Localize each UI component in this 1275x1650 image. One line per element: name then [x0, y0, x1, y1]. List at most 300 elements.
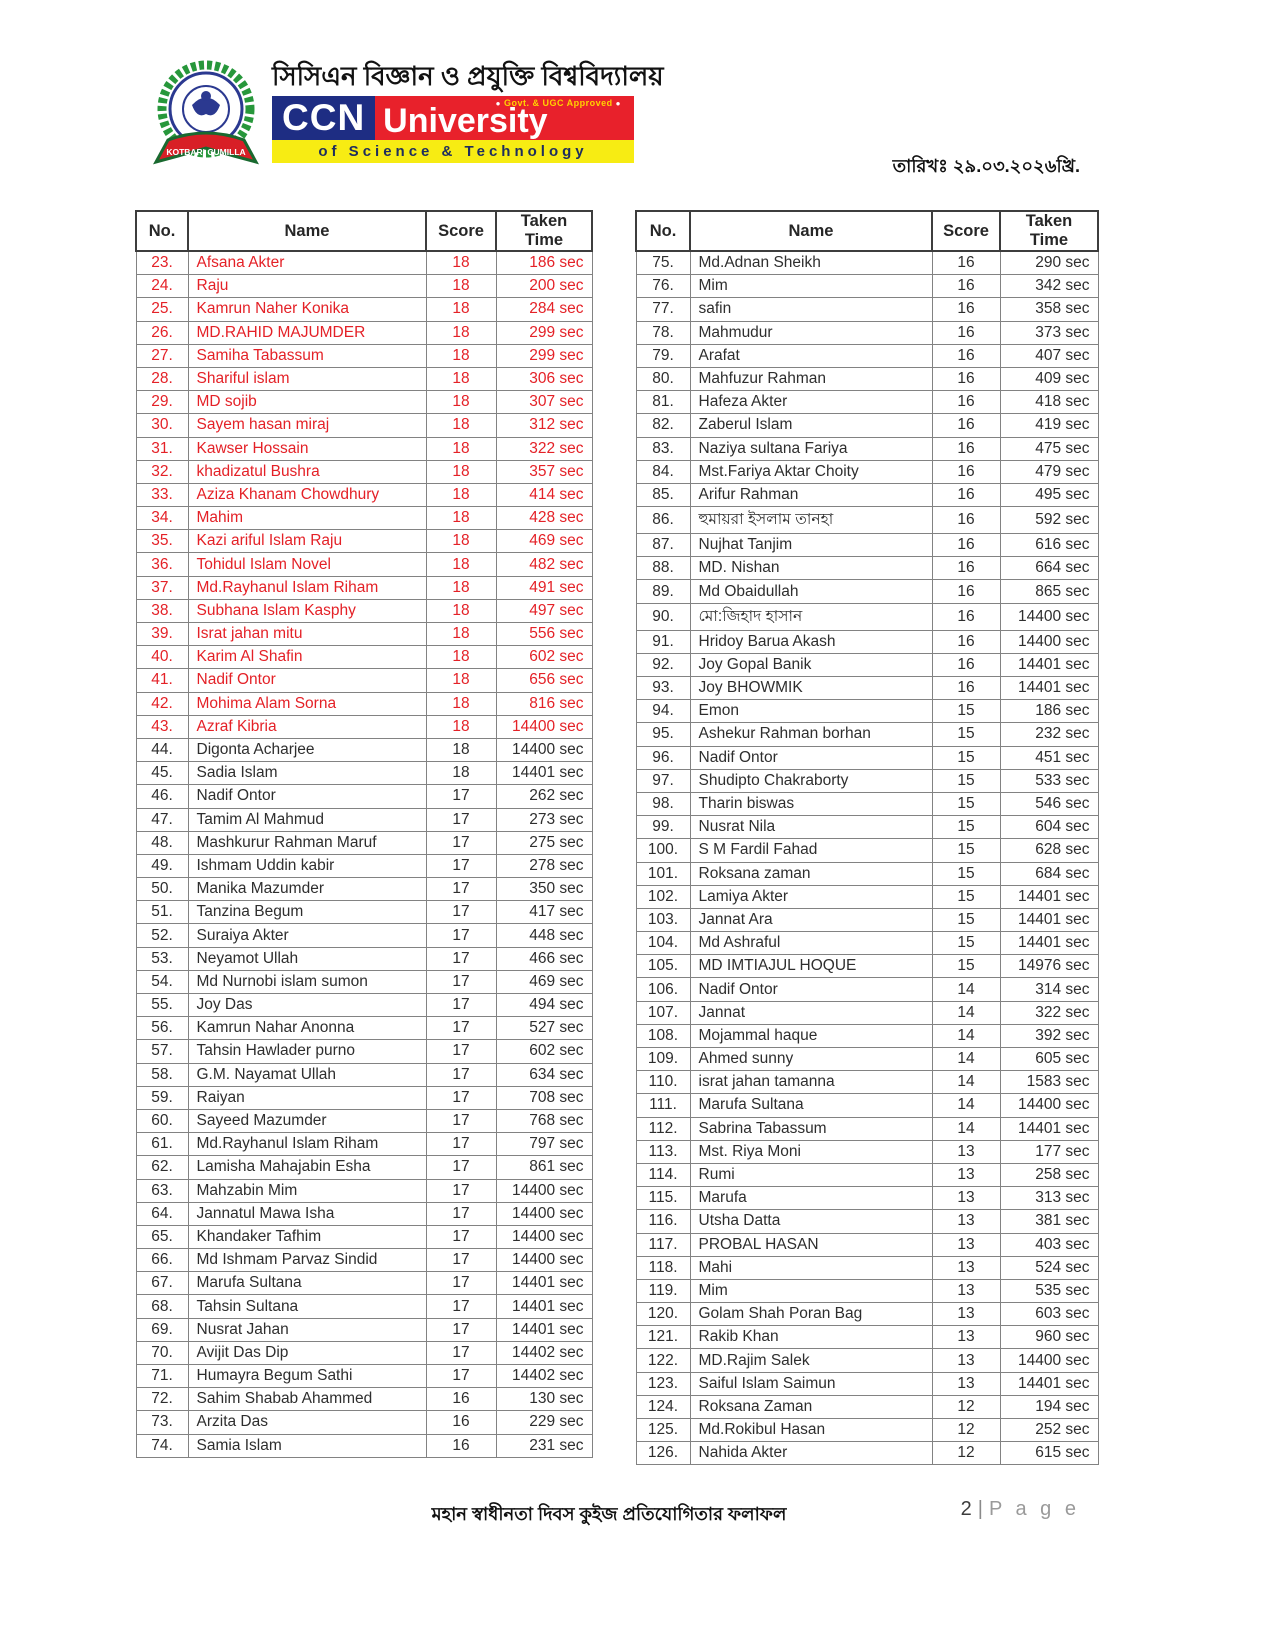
cell-score: 13	[932, 1210, 1000, 1233]
cell-score: 18	[426, 599, 496, 622]
cell-score: 12	[932, 1395, 1000, 1418]
cell-no: 62.	[136, 1156, 188, 1179]
column-header-score: Score	[932, 211, 1000, 251]
cell-score: 17	[426, 1156, 496, 1179]
table-row	[136, 1434, 592, 1457]
cell-time: 603 sec	[1000, 1303, 1098, 1326]
cell-score: 16	[426, 1434, 496, 1457]
cell-time: 451 sec	[1000, 746, 1098, 769]
cell-no: 45.	[136, 762, 188, 785]
cell-time: 482 sec	[496, 553, 592, 576]
cell-time: 414 sec	[496, 483, 592, 506]
cell-name: israt jahan tamanna	[690, 1071, 932, 1094]
cell-score: 16	[932, 580, 1000, 603]
cell-no: 58.	[136, 1063, 188, 1086]
cell-time: 186 sec	[496, 251, 592, 275]
cell-no: 46.	[136, 785, 188, 808]
table-row	[636, 792, 1098, 815]
cell-no: 29.	[136, 391, 188, 414]
cell-time: 299 sec	[496, 344, 592, 367]
cell-name: G.M. Nayamat Ullah	[188, 1063, 426, 1086]
column-header-no: No.	[636, 211, 690, 251]
cell-no: 47.	[136, 808, 188, 831]
cell-time: 262 sec	[496, 785, 592, 808]
cell-name: Arafat	[690, 344, 932, 367]
cell-score: 16	[932, 367, 1000, 390]
cell-score: 13	[932, 1233, 1000, 1256]
cell-time: 130 sec	[496, 1388, 592, 1411]
cell-no: 126.	[636, 1442, 690, 1465]
cell-score: 13	[932, 1140, 1000, 1163]
cell-name: Ishmam Uddin kabir	[188, 854, 426, 877]
cell-name: Nujhat Tanjim	[690, 534, 932, 557]
cell-time: 392 sec	[1000, 1024, 1098, 1047]
table-row	[636, 580, 1098, 603]
column-header-taken-time: Taken Time	[1000, 211, 1098, 251]
cell-time: 284 sec	[496, 298, 592, 321]
cell-name: Marufa Sultana	[188, 1272, 426, 1295]
cell-score: 12	[932, 1419, 1000, 1442]
cell-no: 63.	[136, 1179, 188, 1202]
cell-name: PROBAL HASAN	[690, 1233, 932, 1256]
cell-score: 16	[932, 557, 1000, 580]
cell-no: 117.	[636, 1233, 690, 1256]
table-row	[636, 275, 1098, 298]
cell-name: Emon	[690, 700, 932, 723]
cell-no: 123.	[636, 1372, 690, 1395]
table-row	[136, 599, 592, 622]
cell-time: 448 sec	[496, 924, 592, 947]
cell-score: 18	[426, 692, 496, 715]
cell-time: 14401 sec	[1000, 932, 1098, 955]
cell-time: 299 sec	[496, 321, 592, 344]
cell-score: 13	[932, 1163, 1000, 1186]
cell-score: 16	[932, 483, 1000, 506]
cell-score: 18	[426, 530, 496, 553]
cell-time: 656 sec	[496, 669, 592, 692]
cell-no: 88.	[636, 557, 690, 580]
cell-no: 96.	[636, 746, 690, 769]
cell-name: Nadif Ontor	[188, 669, 426, 692]
cell-name: Nahida Akter	[690, 1442, 932, 1465]
cell-score: 16	[932, 251, 1000, 275]
table-row	[136, 715, 592, 738]
cell-name: Mahim	[188, 507, 426, 530]
cell-name: Md.Rayhanul Islam Riham	[188, 1133, 426, 1156]
cell-time: 546 sec	[1000, 792, 1098, 815]
cell-no: 87.	[636, 534, 690, 557]
cell-name: Raju	[188, 275, 426, 298]
cell-no: 65.	[136, 1225, 188, 1248]
table-row	[136, 1063, 592, 1086]
cell-no: 97.	[636, 769, 690, 792]
table-row	[636, 816, 1098, 839]
cell-name: Hafeza Akter	[690, 391, 932, 414]
cell-no: 80.	[636, 367, 690, 390]
column-header-name: Name	[690, 211, 932, 251]
cell-score: 16	[932, 437, 1000, 460]
cell-score: 18	[426, 576, 496, 599]
cell-time: 14401 sec	[1000, 908, 1098, 931]
cell-time: 592 sec	[1000, 507, 1098, 534]
cell-score: 17	[426, 854, 496, 877]
cell-name: Rumi	[690, 1163, 932, 1186]
cell-time: 231 sec	[496, 1434, 592, 1457]
cell-time: 409 sec	[1000, 367, 1098, 390]
table-row	[636, 603, 1098, 630]
cell-score: 14	[932, 1071, 1000, 1094]
cell-score: 17	[426, 831, 496, 854]
cell-time: 497 sec	[496, 599, 592, 622]
cell-score: 13	[932, 1187, 1000, 1210]
cell-time: 14401 sec	[1000, 1117, 1098, 1140]
cell-time: 306 sec	[496, 367, 592, 390]
cell-name: Tahsin Hawlader purno	[188, 1040, 426, 1063]
cell-time: 407 sec	[1000, 344, 1098, 367]
cell-time: 602 sec	[496, 1040, 592, 1063]
cell-time: 684 sec	[1000, 862, 1098, 885]
cell-score: 17	[426, 1341, 496, 1364]
cell-time: 797 sec	[496, 1133, 592, 1156]
cell-name: Roksana Zaman	[690, 1395, 932, 1418]
cell-name: Utsha Datta	[690, 1210, 932, 1233]
cell-score: 15	[932, 955, 1000, 978]
table-row	[636, 483, 1098, 506]
cell-no: 31.	[136, 437, 188, 460]
cell-name: Sahim Shabab Ahammed	[188, 1388, 426, 1411]
cell-score: 16	[932, 414, 1000, 437]
table-row	[136, 1017, 592, 1040]
cell-name: MD. Nishan	[690, 557, 932, 580]
table-row	[136, 854, 592, 877]
cell-time: 616 sec	[1000, 534, 1098, 557]
cell-time: 14400 sec	[496, 1179, 592, 1202]
cell-score: 15	[932, 862, 1000, 885]
cell-no: 108.	[636, 1024, 690, 1047]
cell-time: 615 sec	[1000, 1442, 1098, 1465]
cell-time: 307 sec	[496, 391, 592, 414]
cell-no: 74.	[136, 1434, 188, 1457]
table-row	[636, 862, 1098, 885]
cell-no: 24.	[136, 275, 188, 298]
wordmark-university	[375, 96, 634, 140]
cell-name: Jannat Ara	[690, 908, 932, 931]
cell-no: 38.	[136, 599, 188, 622]
document-date: তারিখঃ ২৯.০৩.২০২৬খ্রি.	[892, 156, 1080, 176]
cell-score: 17	[426, 947, 496, 970]
cell-score: 18	[426, 715, 496, 738]
column-header-taken-time: Taken Time	[496, 211, 592, 251]
cell-time: 229 sec	[496, 1411, 592, 1434]
table-row	[136, 1156, 592, 1179]
table-row	[136, 1040, 592, 1063]
table-row	[136, 414, 592, 437]
table-row	[636, 1395, 1098, 1418]
cell-name: Mst.Fariya Aktar Choity	[690, 460, 932, 483]
table-row	[636, 1048, 1098, 1071]
cell-no: 109.	[636, 1048, 690, 1071]
footer-document-title: মহান স্বাধীনতা দিবস কুইজ প্রতিযোগিতার ফলাফল	[431, 1504, 787, 1524]
table-row	[636, 1071, 1098, 1094]
cell-score: 17	[426, 1017, 496, 1040]
table-row	[136, 808, 592, 831]
cell-time: 232 sec	[1000, 723, 1098, 746]
cell-score: 16	[932, 391, 1000, 414]
table-row	[636, 1140, 1098, 1163]
cell-time: 418 sec	[1000, 391, 1098, 414]
cell-name: Kawser Hossain	[188, 437, 426, 460]
cell-name: Md Nurnobi islam sumon	[188, 970, 426, 993]
cell-no: 89.	[636, 580, 690, 603]
cell-name: Mahfuzur Rahman	[690, 367, 932, 390]
cell-no: 94.	[636, 700, 690, 723]
cell-no: 118.	[636, 1256, 690, 1279]
cell-score: 13	[932, 1256, 1000, 1279]
table-row	[136, 1202, 592, 1225]
cell-score: 15	[932, 700, 1000, 723]
table-row	[636, 885, 1098, 908]
table-row	[136, 924, 592, 947]
cell-score: 17	[426, 1086, 496, 1109]
cell-name: Md.Rokibul Hasan	[690, 1419, 932, 1442]
column-header-score: Score	[426, 211, 496, 251]
cell-time: 290 sec	[1000, 251, 1098, 275]
cell-name: Lamisha Mahajabin Esha	[188, 1156, 426, 1179]
cell-name: Joy Gopal Banik	[690, 653, 932, 676]
table-row	[636, 769, 1098, 792]
cell-no: 42.	[136, 692, 188, 715]
cell-time: 533 sec	[1000, 769, 1098, 792]
cell-score: 13	[932, 1279, 1000, 1302]
table-row	[136, 878, 592, 901]
cell-time: 768 sec	[496, 1109, 592, 1132]
table-row	[636, 932, 1098, 955]
cell-no: 98.	[636, 792, 690, 815]
cell-no: 110.	[636, 1071, 690, 1094]
cell-name: MD IMTIAJUL HOQUE	[690, 955, 932, 978]
cell-name: Kamrun Naher Konika	[188, 298, 426, 321]
column-header-name: Name	[188, 211, 426, 251]
cell-score: 17	[426, 1063, 496, 1086]
cell-name: Md Ishmam Parvaz Sindid	[188, 1249, 426, 1272]
cell-time: 708 sec	[496, 1086, 592, 1109]
cell-time: 314 sec	[1000, 978, 1098, 1001]
cell-no: 81.	[636, 391, 690, 414]
logo-wordmark	[272, 60, 664, 163]
cell-time: 535 sec	[1000, 1279, 1098, 1302]
cell-name: Avijit Das Dip	[188, 1341, 426, 1364]
cell-no: 99.	[636, 816, 690, 839]
cell-score: 17	[426, 1109, 496, 1132]
cell-name: Samia Islam	[188, 1434, 426, 1457]
table-row	[136, 1365, 592, 1388]
cell-time: 403 sec	[1000, 1233, 1098, 1256]
cell-no: 86.	[636, 507, 690, 534]
cell-score: 14	[932, 1117, 1000, 1140]
cell-no: 91.	[636, 630, 690, 653]
cell-score: 18	[426, 623, 496, 646]
cell-no: 119.	[636, 1279, 690, 1302]
cell-no: 104.	[636, 932, 690, 955]
table-row	[136, 275, 592, 298]
cell-name: Arifur Rahman	[690, 483, 932, 506]
cell-score: 18	[426, 553, 496, 576]
cell-time: 628 sec	[1000, 839, 1098, 862]
table-row	[136, 1388, 592, 1411]
cell-score: 17	[426, 1225, 496, 1248]
cell-score: 17	[426, 1318, 496, 1341]
cell-no: 57.	[136, 1040, 188, 1063]
cell-time: 322 sec	[496, 437, 592, 460]
cell-no: 60.	[136, 1109, 188, 1132]
cell-time: 14400 sec	[1000, 603, 1098, 630]
table-row	[136, 367, 592, 390]
table-row	[136, 947, 592, 970]
cell-name: Nusrat Nila	[690, 816, 932, 839]
table-row	[136, 1249, 592, 1272]
cell-no: 52.	[136, 924, 188, 947]
table-row	[136, 646, 592, 669]
cell-time: 14976 sec	[1000, 955, 1098, 978]
cell-no: 39.	[136, 623, 188, 646]
cell-no: 25.	[136, 298, 188, 321]
table-row	[636, 1279, 1098, 1302]
cell-score: 16	[932, 630, 1000, 653]
cell-no: 107.	[636, 1001, 690, 1024]
cell-no: 120.	[636, 1303, 690, 1326]
cell-time: 664 sec	[1000, 557, 1098, 580]
table-row	[136, 1341, 592, 1364]
cell-name: Joy BHOWMIK	[690, 677, 932, 700]
cell-name: Kazi ariful Islam Raju	[188, 530, 426, 553]
cell-score: 17	[426, 1040, 496, 1063]
cell-score: 16	[426, 1388, 496, 1411]
table-row	[136, 1411, 592, 1434]
cell-no: 32.	[136, 460, 188, 483]
cell-name: Khandaker Tafhim	[188, 1225, 426, 1248]
table-row	[136, 762, 592, 785]
cell-score: 17	[426, 1272, 496, 1295]
table-row	[636, 1024, 1098, 1047]
cell-no: 70.	[136, 1341, 188, 1364]
table-row	[636, 1163, 1098, 1186]
cell-name: Sabrina Tabassum	[690, 1117, 932, 1140]
cell-time: 373 sec	[1000, 321, 1098, 344]
table-row	[636, 298, 1098, 321]
cell-score: 15	[932, 885, 1000, 908]
cell-no: 78.	[636, 321, 690, 344]
cell-time: 14401 sec	[1000, 885, 1098, 908]
cell-name: Aziza Khanam Chowdhury	[188, 483, 426, 506]
table-header-row	[136, 211, 592, 251]
cell-name: Nadif Ontor	[188, 785, 426, 808]
table-row	[636, 1349, 1098, 1372]
cell-no: 66.	[136, 1249, 188, 1272]
cell-name: Mim	[690, 275, 932, 298]
cell-no: 90.	[636, 603, 690, 630]
cell-score: 18	[426, 321, 496, 344]
wordmark-banner	[272, 96, 634, 140]
cell-score: 18	[426, 414, 496, 437]
table-row	[636, 839, 1098, 862]
wordmark-ccn: CCN	[272, 96, 375, 140]
cell-name: মো:জিহাদ হাসান	[690, 603, 932, 630]
cell-name: Hridoy Barua Akash	[690, 630, 932, 653]
cell-no: 124.	[636, 1395, 690, 1418]
cell-name: Zaberul Islam	[690, 414, 932, 437]
cell-name: Raiyan	[188, 1086, 426, 1109]
table-row	[636, 1372, 1098, 1395]
cell-score: 16	[932, 653, 1000, 676]
cell-time: 14401 sec	[1000, 677, 1098, 700]
cell-name: Md Obaidullah	[690, 580, 932, 603]
cell-no: 33.	[136, 483, 188, 506]
cell-score: 18	[426, 762, 496, 785]
cell-no: 30.	[136, 414, 188, 437]
approved-label: ● Govt. & UGC Approved ●	[493, 99, 624, 108]
cell-no: 114.	[636, 1163, 690, 1186]
table-row	[636, 1303, 1098, 1326]
cell-score: 18	[426, 460, 496, 483]
cell-time: 14400 sec	[1000, 630, 1098, 653]
cell-score: 17	[426, 901, 496, 924]
cell-time: 14400 sec	[496, 1225, 592, 1248]
table-row	[136, 251, 592, 275]
cell-name: Marufa	[690, 1187, 932, 1210]
table-row	[636, 460, 1098, 483]
cell-score: 16	[426, 1411, 496, 1434]
cell-name: Md.Adnan Sheikh	[690, 251, 932, 275]
cell-no: 40.	[136, 646, 188, 669]
cell-name: Mashkurur Rahman Maruf	[188, 831, 426, 854]
cell-time: 342 sec	[1000, 275, 1098, 298]
cell-time: 491 sec	[496, 576, 592, 599]
cell-time: 14400 sec	[496, 715, 592, 738]
table-row	[636, 908, 1098, 931]
cell-name: Sadia Islam	[188, 762, 426, 785]
cell-score: 18	[426, 298, 496, 321]
table-row	[636, 1117, 1098, 1140]
cell-no: 64.	[136, 1202, 188, 1225]
cell-no: 72.	[136, 1388, 188, 1411]
seal-ribbon-text: KOTBARI CUMILLA	[166, 147, 246, 157]
cell-no: 61.	[136, 1133, 188, 1156]
table-row	[136, 1086, 592, 1109]
cell-no: 125.	[636, 1419, 690, 1442]
cell-time: 14401 sec	[496, 762, 592, 785]
cell-score: 18	[426, 367, 496, 390]
table-row	[136, 437, 592, 460]
cell-name: Ahmed sunny	[690, 1048, 932, 1071]
cell-score: 17	[426, 785, 496, 808]
cell-no: 55.	[136, 994, 188, 1017]
table-row	[136, 576, 592, 599]
cell-name: Sayeed Mazumder	[188, 1109, 426, 1132]
cell-name: Tohidul Islam Novel	[188, 553, 426, 576]
table-row	[636, 391, 1098, 414]
table-row	[636, 367, 1098, 390]
cell-no: 112.	[636, 1117, 690, 1140]
cell-no: 105.	[636, 955, 690, 978]
table-row	[636, 677, 1098, 700]
cell-no: 115.	[636, 1187, 690, 1210]
cell-no: 59.	[136, 1086, 188, 1109]
cell-score: 13	[932, 1303, 1000, 1326]
cell-no: 100.	[636, 839, 690, 862]
cell-score: 18	[426, 251, 496, 275]
cell-name: Subhana Islam Kasphy	[188, 599, 426, 622]
cell-score: 17	[426, 1295, 496, 1318]
